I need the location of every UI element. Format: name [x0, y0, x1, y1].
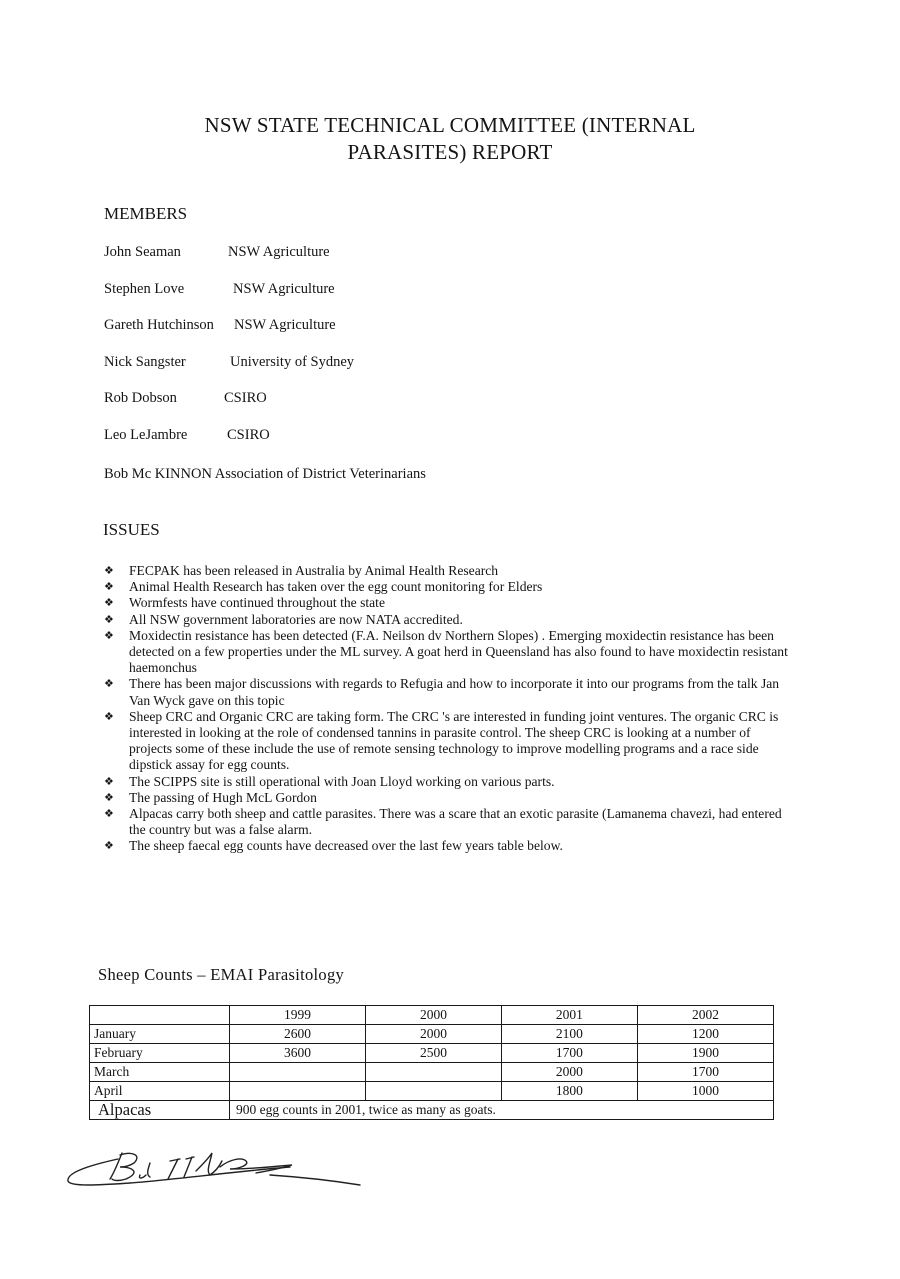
diamond-bullet-icon: ❖ [104, 565, 114, 577]
issue-item: ❖ Animal Health Research has taken over the egg count monitoring for Elders [104, 579, 543, 595]
member-row [104, 427, 270, 444]
table-cell: 1700 [501, 1044, 637, 1063]
issues-list [104, 563, 794, 855]
table-row [90, 1063, 774, 1082]
table-cell: March [90, 1063, 230, 1082]
member-name: Bob Mc KINNON [104, 466, 212, 482]
member-name: Stephen Love [104, 281, 185, 297]
table-cell: 2100 [501, 1025, 637, 1044]
member-org: NSW Agriculture [233, 281, 335, 297]
table-cell: January [90, 1025, 230, 1044]
diamond-bullet-icon: ❖ [104, 629, 114, 642]
diamond-bullet-icon: ❖ [104, 678, 114, 691]
table-header-cell: 1999 [230, 1006, 366, 1025]
diamond-bullet-icon: ❖ [104, 775, 114, 788]
issue-item: ❖ Sheep CRC and Organic CRC are taking form. The CRC 's are interested in funding joint ventures. The organic CRC is interested in looking at the role of condensed tannins in parasite control. The sheep CRC is looking at a number of projects some of these include the use of remote sensing technology to improve modelling programs and a race side dipstick assay for egg counts. [104, 708, 779, 773]
member-name: John Seaman [104, 244, 181, 260]
report-title: NSW STATE TECHNICAL COMMITTEE (INTERNAL PARASITES) REPORT [204, 113, 696, 164]
member-row [104, 317, 336, 334]
table-cell: 1000 [637, 1082, 773, 1101]
table-row [90, 1082, 774, 1101]
table-cell: Alpacas [90, 1101, 230, 1120]
table-cell: 1700 [637, 1063, 773, 1082]
member-org: University of Sydney [230, 354, 355, 370]
member-org: CSIRO [227, 427, 270, 443]
issues-heading: ISSUES [103, 520, 160, 539]
issue-item: ❖ The sheep faecal egg counts have decreased over the last few years table below. [104, 838, 563, 854]
member-org: Association of District Veterinarians [214, 466, 426, 482]
diamond-bullet-icon: ❖ [104, 581, 114, 594]
handwritten-signature [60, 1145, 380, 1205]
table-cell: 2000 [365, 1025, 501, 1044]
issue-item: ❖ Alpacas carry both sheep and cattle parasites. There was a scare that an exotic parasite (Lamanema chavezi, had entered the country but was a false alarm. [104, 806, 782, 838]
table-cell: 2600 [230, 1025, 366, 1044]
table-header-row [90, 1006, 774, 1025]
member-name: Leo LeJambre [104, 427, 188, 443]
table-cell: February [90, 1044, 230, 1063]
member-row [104, 390, 267, 407]
table-cell: 1200 [637, 1025, 773, 1044]
diamond-bullet-icon: ❖ [104, 613, 114, 626]
diamond-bullet-icon: ❖ [104, 597, 114, 610]
issue-item: ❖ Moxidectin resistance has been detected (F.A. Neilson dv Northern Slopes) . Emerging moxidectin resistance has been detected on a few properties under the ML survey. A goat herd in Queensland has also found to have moxidectin resistant haemonchus [104, 627, 788, 676]
table-cell: 1800 [501, 1082, 637, 1101]
table-note-cell: 900 egg counts in 2001, twice as many as goats. [230, 1101, 774, 1120]
member-row [104, 466, 426, 483]
table-cell: 2500 [365, 1044, 501, 1063]
table-cell: 2000 [501, 1063, 637, 1082]
table-cell [365, 1063, 501, 1082]
member-org: NSW Agriculture [228, 244, 330, 260]
member-org: CSIRO [224, 390, 267, 406]
table-header-cell: 2002 [637, 1006, 773, 1025]
table-cell: 3600 [230, 1044, 366, 1063]
issue-item: ❖ There has been major discussions with regards to Refugia and how to incorporate it into our programs from the talk Jan Van Wyck gave on this topic [104, 676, 780, 708]
table-cell: April [90, 1082, 230, 1101]
table-title: Sheep Counts – EMAI Parasitology [98, 965, 345, 984]
table-header-cell [90, 1006, 230, 1025]
table-row [90, 1025, 774, 1044]
member-org: NSW Agriculture [234, 317, 336, 333]
member-row [104, 244, 330, 261]
diamond-bullet-icon: ❖ [104, 791, 114, 804]
members-heading: MEMBERS [104, 204, 188, 223]
table-cell: 1900 [637, 1044, 773, 1063]
member-row [104, 281, 335, 298]
issue-item: ❖ Wormfests have continued throughout the state [104, 595, 385, 611]
diamond-bullet-icon: ❖ [104, 808, 114, 821]
issue-item: ❖ FECPAK has been released in Australia by Animal Health Research [104, 563, 499, 578]
member-name: Nick Sangster [104, 354, 186, 370]
table-cell [230, 1082, 366, 1101]
table-row [90, 1044, 774, 1063]
member-row [104, 354, 355, 371]
issue-item: ❖ The passing of Hugh McL Gordon [104, 789, 317, 805]
diamond-bullet-icon: ❖ [104, 710, 114, 723]
issue-item: ❖ The SCIPPS site is still operational with Joan Lloyd working on various parts. [104, 773, 555, 789]
member-name: Gareth Hutchinson [104, 317, 214, 333]
table-cell [230, 1063, 366, 1082]
table-row [90, 1101, 774, 1120]
diamond-bullet-icon: ❖ [104, 840, 114, 853]
member-name: Rob Dobson [104, 390, 177, 406]
issue-item: ❖ All NSW government laboratories are now NATA accredited. [104, 611, 463, 627]
table-cell [365, 1082, 501, 1101]
table-header-cell: 2001 [501, 1006, 637, 1025]
sheep-counts-table [89, 1005, 774, 1120]
table-header-cell: 2000 [365, 1006, 501, 1025]
